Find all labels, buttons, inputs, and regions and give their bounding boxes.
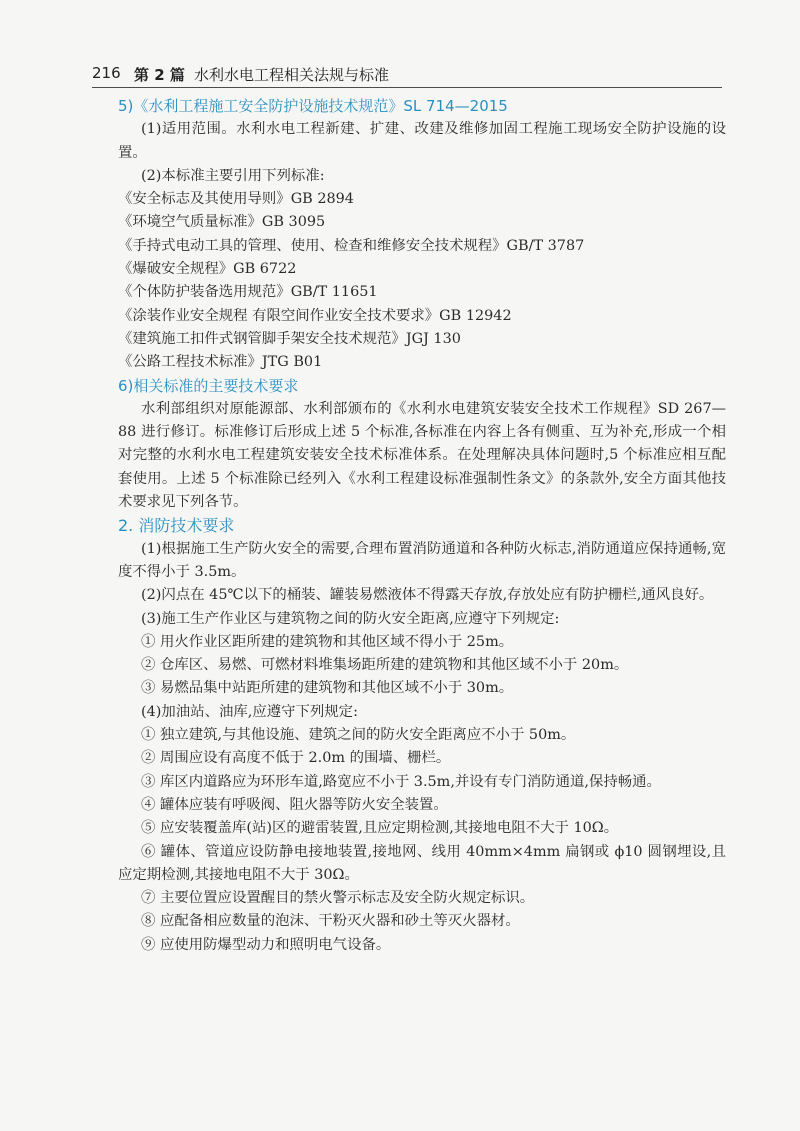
standard-item: 《涂装作业安全规程 有限空间作业安全技术要求》GB 12942 (118, 307, 512, 324)
fire-paragraph-1: (1)根据施工生产防火安全的需要,合理布置消防通道和各种防火标志,消防通道应保持通畅,宽度不得小于 3.5m。 (118, 540, 726, 580)
fire-p4-item: ④ 罐体应装有呼吸阀、阻火器等防火安全装置。 (141, 796, 448, 813)
page-content (118, 95, 726, 957)
fire-paragraph-3: (3)施工生产作业区与建筑物之间的防火安全距离,应遵守下列规定: (141, 610, 560, 627)
part-label: 第 2 篇 (134, 66, 185, 84)
fire-p4-item: ⑤ 应安装覆盖库(站)区的避雷装置,且应定期检测,其接地电阻不大于 10Ω。 (141, 820, 619, 837)
fire-p3-item: ③ 易燃品集中站距所建的建筑物和其他区域不小于 30m。 (141, 680, 514, 697)
fire-paragraph-4: (4)加油站、油库,应遵守下列规定: (141, 703, 358, 720)
fire-p4-item: ⑨ 应使用防爆型动力和照明电气设备。 (141, 936, 391, 953)
standard-item: 《爆破安全规程》GB 6722 (118, 261, 297, 278)
fire-section-heading: 2. 消防技术要求 (118, 516, 235, 536)
sec5-references-intro: (2)本标准主要引用下列标准: (141, 167, 325, 184)
page-number: 216 (92, 64, 121, 82)
standard-item: 《公路工程技术标准》JTG B01 (118, 354, 323, 371)
fire-p4-item: ② 周围应设有高度不低于 2.0m 的围墙、栅栏。 (141, 750, 451, 767)
fire-p3-item: ② 仓库区、易燃、可燃材料堆集场距所建的建筑物和其他区域不小于 20m。 (141, 657, 629, 674)
fire-p3-item: ① 用火作业区距所建的建筑物和其他区域不得小于 25m。 (141, 633, 514, 650)
standard-item: 《安全标志及其使用导则》GB 2894 (118, 191, 354, 208)
standard-item: 《建筑施工扣件式钢管脚手架安全技术规范》JGJ 130 (118, 330, 461, 347)
standard-item: 《个体防护装备选用规范》GB/T 11651 (118, 284, 378, 301)
fire-p4-item: ① 独立建筑,与其他设施、建筑之间的防火安全距离应不小于 50m。 (141, 727, 576, 744)
header-rule (92, 87, 722, 88)
sec5-scope-paragraph: (1)适用范围。水利水电工程新建、扩建、改建及维修加固工程施工现场安全防护设施的设置。 (118, 121, 726, 161)
fire-paragraph-2: (2)闪点在 45℃以下的桶装、罐装易燃液体不得露天存放,存放处应有防护栅栏,通风良好。 (141, 587, 714, 604)
fire-p4-item: ⑦ 主要位置应设置醒目的禁火警示标志及安全防火规定标识。 (141, 890, 535, 907)
standard-item: 《手持式电动工具的管理、使用、检查和维修安全技术规程》GB/T 3787 (118, 237, 585, 254)
part-title: 水利水电工程相关法规与标准 (194, 66, 390, 84)
sec6-paragraph: 水利部组织对原能源部、水利部颁布的《水利水电建筑安装安全技术工作规程》SD 267—88 进行修订。标准修订后形成上述 5 个标准,各标准在内容上各有侧重、互为补充,形成一个相对完整的水利水电工程建筑安装安全技术标准体系。在处理解决具体问题时,5 个标准应相互配套使用。上述 5 个标准除已经列入《水利工程建设标准强制性条文》的条款外,安全方面其他技术要求见下列各节。 (118, 400, 726, 511)
standard-item: 《环境空气质量标准》GB 3095 (118, 214, 326, 231)
running-header (92, 62, 722, 88)
fire-p4-item: ③ 库区内道路应为环形车道,路宽应不小于 3.5m,并设有专门消防通道,保持畅通。 (141, 773, 661, 790)
section-5-heading: 5)《水利工程施工安全防护设施技术规范》SL 714—2015 (118, 97, 508, 115)
fire-p4-item: ⑥ 罐体、管道应设防静电接地装置,接地网、线用 40mm×4mm 扁钢或 ϕ10 圆钢埋设,且应定期检测,其接地电阻不大于 30Ω。 (118, 843, 726, 883)
fire-p4-item: ⑧ 应配备相应数量的泡沫、干粉灭火器和砂土等灭火器材。 (141, 913, 520, 930)
section-6-heading: 6)相关标准的主要技术要求 (118, 376, 299, 395)
